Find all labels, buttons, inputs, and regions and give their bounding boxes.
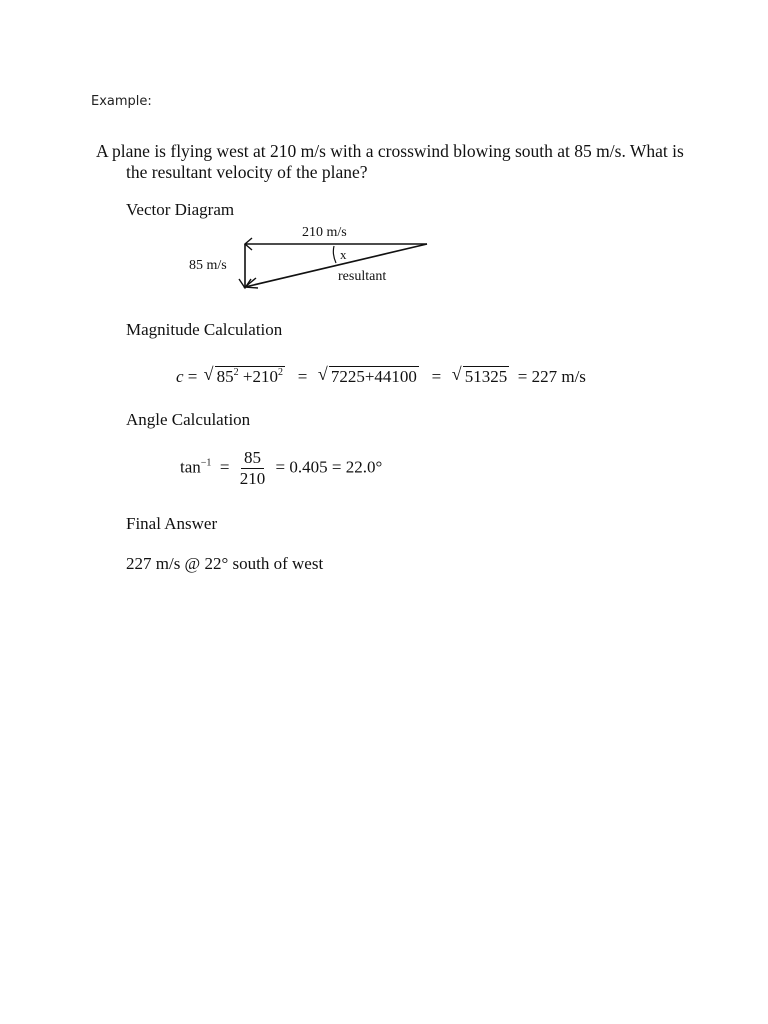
numerator: 85: [241, 449, 264, 469]
angle-arc: [333, 246, 336, 263]
tan-function: tan: [180, 457, 201, 477]
angle-equation: [180, 449, 382, 488]
problem-line-2: the resultant velocity of the plane?: [126, 162, 368, 182]
magnitude-heading: Magnitude Calculation: [126, 320, 283, 339]
sum-a: 7225: [330, 367, 365, 386]
left-label: 85 m/s: [189, 258, 227, 273]
plus-sign: +: [242, 367, 253, 386]
exp-b: 2: [277, 367, 283, 378]
magnitude-equation: [176, 366, 586, 387]
equals-sign: =: [187, 367, 198, 386]
radical-3: √ 51325: [451, 364, 508, 386]
angle-result: = 0.405 = 22.0°: [275, 457, 383, 477]
final-answer: 227 m/s @ 22° south of west: [126, 554, 324, 573]
equals-sign-2: =: [297, 367, 308, 386]
equals-sign-4: =: [219, 457, 230, 477]
c-variable: c: [176, 367, 184, 386]
equals-sign-3: =: [431, 367, 442, 386]
denominator: 210: [239, 469, 266, 488]
vector-diagram: [180, 218, 440, 298]
vector-diagram-heading: Vector Diagram: [126, 200, 235, 219]
final-heading: Final Answer: [126, 514, 218, 533]
magnitude-result: = 227 m/s: [517, 367, 586, 386]
exp-a: 2: [233, 367, 239, 378]
resultant-vector: [245, 244, 427, 287]
plus-sign-2: +: [364, 367, 375, 386]
problem-line-1: A plane is flying west at 210 m/s with a crosswind blowing south at 85 m/s. What is: [96, 141, 684, 161]
radical-2: √ 7225+44100: [317, 364, 417, 386]
term-b: 210: [252, 367, 278, 386]
radical-1: √ $85^2 +210^2$: [203, 364, 283, 386]
angle-heading: Angle Calculation: [126, 410, 251, 429]
problem-statement: [96, 141, 716, 183]
fraction: [237, 449, 269, 488]
sum-b: 44100: [374, 367, 417, 386]
tan-exponent: −1: [200, 457, 212, 469]
angle-label: x: [340, 247, 347, 262]
resultant-label: resultant: [338, 269, 387, 284]
term-a: 85: [216, 367, 234, 386]
total: 51325: [464, 367, 508, 386]
example-label: Example:: [91, 94, 152, 109]
top-label: 210 m/s: [302, 225, 347, 240]
